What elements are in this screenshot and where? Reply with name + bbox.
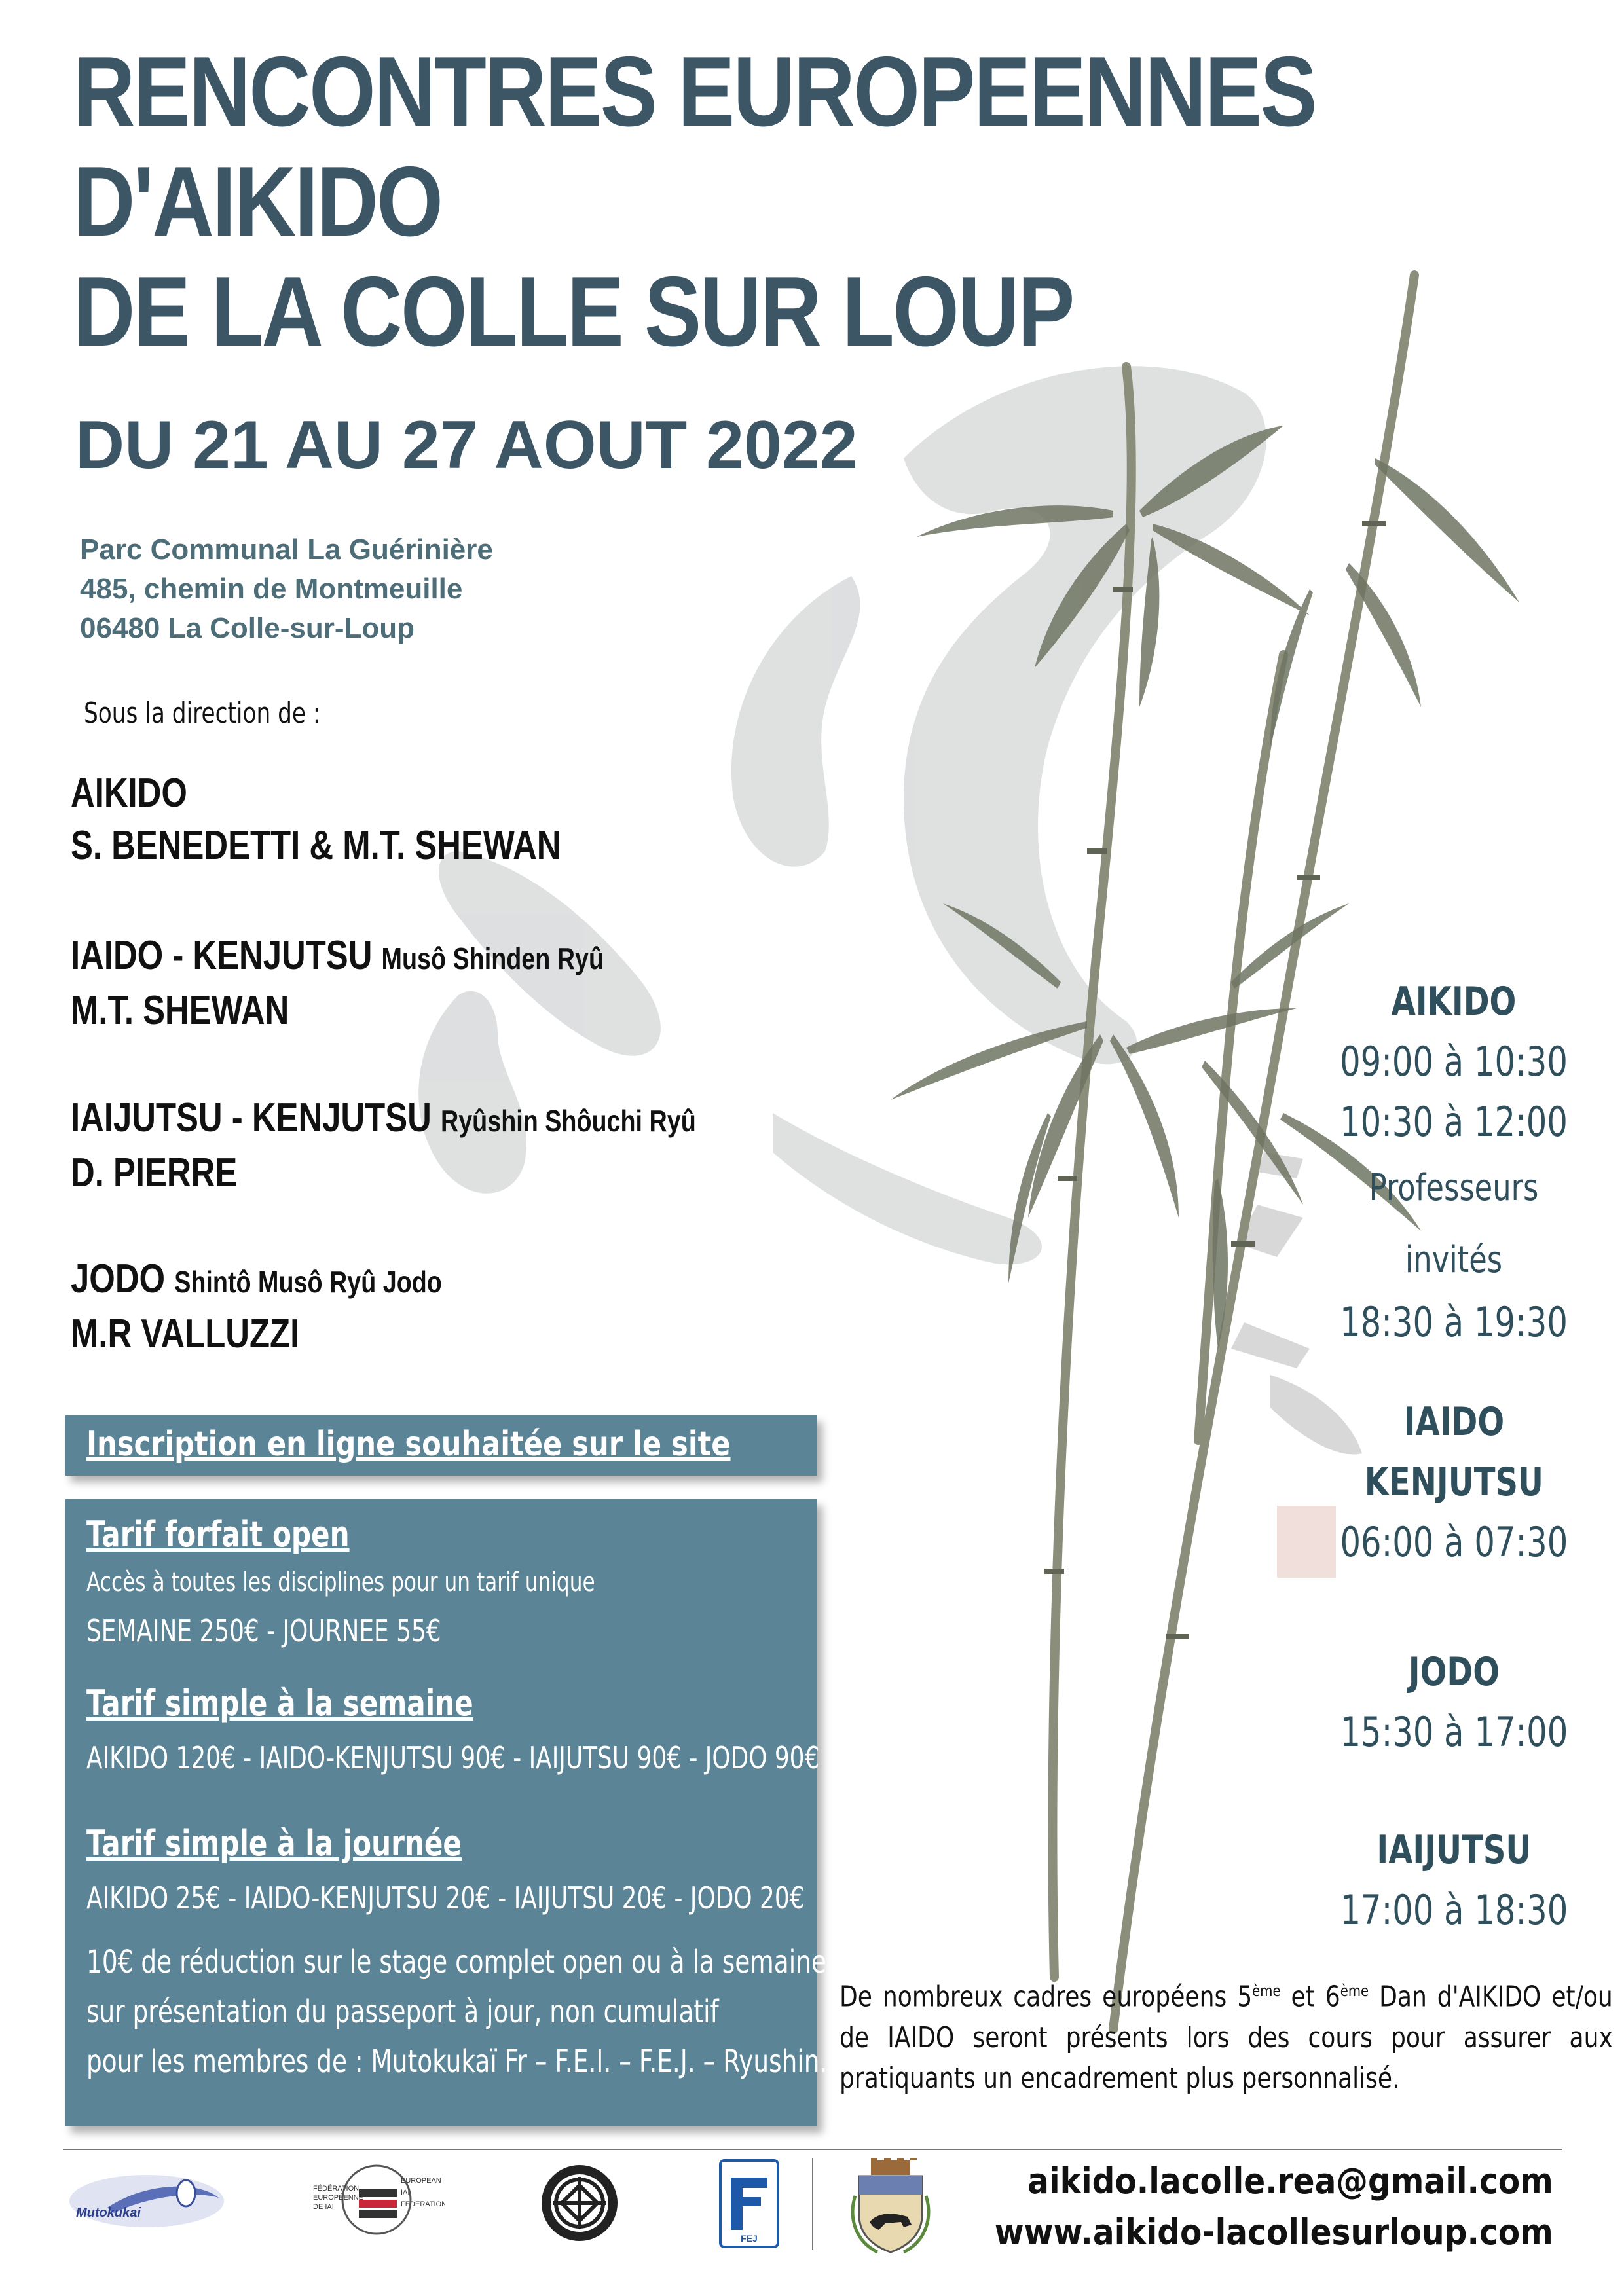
address-line-3: 06480 La Colle-sur-Loup <box>80 612 415 644</box>
schedule-title: JODO <box>1408 1649 1500 1695</box>
discipline-name: AIKIDO <box>71 771 187 816</box>
tarif-forfait-title: Tarif forfait open <box>86 1514 350 1555</box>
tarif-journee-prices: AIKIDO 25€ - IAIDO-KENJUTSU 20€ - IAIJUTSU 20€ - JODO 20€ <box>86 1880 805 1916</box>
fei-logo-text: IAI <box>401 2189 410 2196</box>
cadres-superscript: ème <box>1252 1982 1281 2000</box>
event-title <box>73 36 1316 367</box>
discipline-school: Musô Shinden Ryû <box>381 941 604 975</box>
fej-logo <box>718 2158 781 2250</box>
fei-logo-text: FEDERATION <box>401 2200 445 2208</box>
website-link[interactable]: www.aikido-lacollesurloup.com <box>994 2212 1553 2253</box>
venue-address <box>80 530 493 648</box>
schedule-time: 09:00 à 10:30 <box>1340 1038 1568 1085</box>
la-colle-coat-of-arms <box>845 2157 936 2255</box>
schedule-title: AIKIDO <box>1391 979 1517 1025</box>
title-line-3: DE LA COLLE SUR LOUP <box>73 256 1073 367</box>
schedule-time: 18:30 à 19:30 <box>1340 1298 1568 1346</box>
schedule-aikido <box>1283 972 1624 1349</box>
tarif-semaine-title: Tarif simple à la semaine <box>86 1683 473 1724</box>
discipline-name: IAIDO - KENJUTSU <box>71 933 373 978</box>
schedule-time: 17:00 à 18:30 <box>1340 1886 1568 1934</box>
discipline-teacher: S. BENEDETTI & M.T. SHEWAN <box>71 823 561 868</box>
inscription-banner <box>65 1415 817 1476</box>
schedule-iaijutsu <box>1283 1820 1624 1941</box>
schedule-time: 15:30 à 17:00 <box>1340 1708 1568 1756</box>
schedule-title: IAIDO <box>1403 1399 1504 1445</box>
schedule-iaido <box>1283 1392 1624 1573</box>
schedule-time: 10:30 à 12:00 <box>1340 1098 1568 1146</box>
tarifs-box <box>65 1499 828 2126</box>
fei-logo-text: EUROPEAN <box>401 2177 441 2185</box>
discipline-name: IAIJUTSU - KENJUTSU <box>71 1095 432 1140</box>
discipline-name: JODO <box>71 1256 166 1302</box>
fei-logo-text: FÉDÉRATION <box>313 2185 360 2193</box>
schedule-title: IAIJUTSU <box>1376 1827 1531 1873</box>
cadres-text: Dan d'AIKIDO et/ou de IAIDO seront présents lors des cours pour assurer aux pratiquants un encadrement plus personnalisé. <box>840 1980 1613 2095</box>
discipline-school: Ryûshin Shôuchi Ryû <box>440 1104 696 1138</box>
fei-logo-text: EUROPÉENNE <box>313 2194 364 2202</box>
contact-website[interactable] <box>932 2212 1553 2253</box>
fei-logo-text: DE IAI <box>313 2203 334 2211</box>
fei-logo <box>308 2160 445 2246</box>
discipline-teacher: M.R VALLUZZI <box>71 1311 300 1357</box>
discipline-iaido-kenjutsu <box>71 930 604 1037</box>
reduction-line-3: pour les membres de : Mutokukaï Fr – F.E.I. – F.E.J. – Ryushin. <box>86 2043 828 2080</box>
schedule-title: KENJUTSU <box>1364 1459 1543 1505</box>
reduction-line-2: sur présentation du passeport à jour, non cumulatif <box>86 1994 719 2030</box>
logo-separator <box>812 2158 813 2250</box>
tarif-forfait-prices: SEMAINE 250€ - JOURNEE 55€ <box>86 1613 441 1649</box>
inscription-text: Inscription en ligne souhaitée sur le site <box>86 1425 731 1464</box>
email-link[interactable]: aikido.lacolle.rea@gmail.com <box>1027 2160 1553 2202</box>
mutokukai-logo-text: Mutokukai <box>76 2206 141 2220</box>
discipline-teacher: M.T. SHEWAN <box>71 988 289 1033</box>
contact-email[interactable] <box>969 2160 1553 2202</box>
discipline-jodo <box>71 1253 442 1360</box>
reduction-line-1: 10€ de réduction sur le stage complet open ou à la semaine <box>86 1944 826 1980</box>
title-line-1: RENCONTRES EUROPEENNES <box>73 36 1316 147</box>
cadres-text: et 6 <box>1280 1980 1340 2014</box>
schedule-time: 06:00 à 07:30 <box>1340 1518 1568 1566</box>
cadres-note <box>840 1971 1612 2099</box>
discipline-school: Shintô Musô Ryû Jodo <box>174 1265 442 1299</box>
address-line-2: 485, chemin de Montmeuille <box>80 573 463 605</box>
cadres-text: De nombreux cadres européens 5 <box>840 1980 1253 2014</box>
schedule-jodo <box>1283 1642 1624 1762</box>
address-line-1: Parc Communal La Guérinière <box>80 534 493 566</box>
tarif-journee-title: Tarif simple à la journée <box>86 1823 462 1864</box>
title-line-2: D'AIKIDO <box>73 146 442 257</box>
discipline-teacher: D. PIERRE <box>71 1150 238 1195</box>
guest-teachers-label: Professeurs invités <box>1369 1167 1539 1281</box>
tarif-semaine-prices: AIKIDO 120€ - IAIDO-KENJUTSU 90€ - IAIJUTSU 90€ - JODO 90€ <box>86 1740 820 1776</box>
mutokukai-logo <box>68 2168 225 2234</box>
event-dates: DU 21 AU 27 AOUT 2022 <box>75 407 858 483</box>
fej-logo-text: FEJ <box>741 2233 758 2244</box>
discipline-iaijutsu-kenjutsu <box>71 1092 696 1199</box>
tarif-forfait-desc: Accès à toutes les disciplines pour un tarif unique <box>86 1567 595 1597</box>
cadres-superscript: ème <box>1340 1982 1369 2000</box>
footer-divider <box>63 2149 1562 2150</box>
ryushin-crest-logo <box>537 2160 622 2246</box>
discipline-aikido <box>71 767 561 872</box>
direction-label: Sous la direction de : <box>84 697 321 730</box>
